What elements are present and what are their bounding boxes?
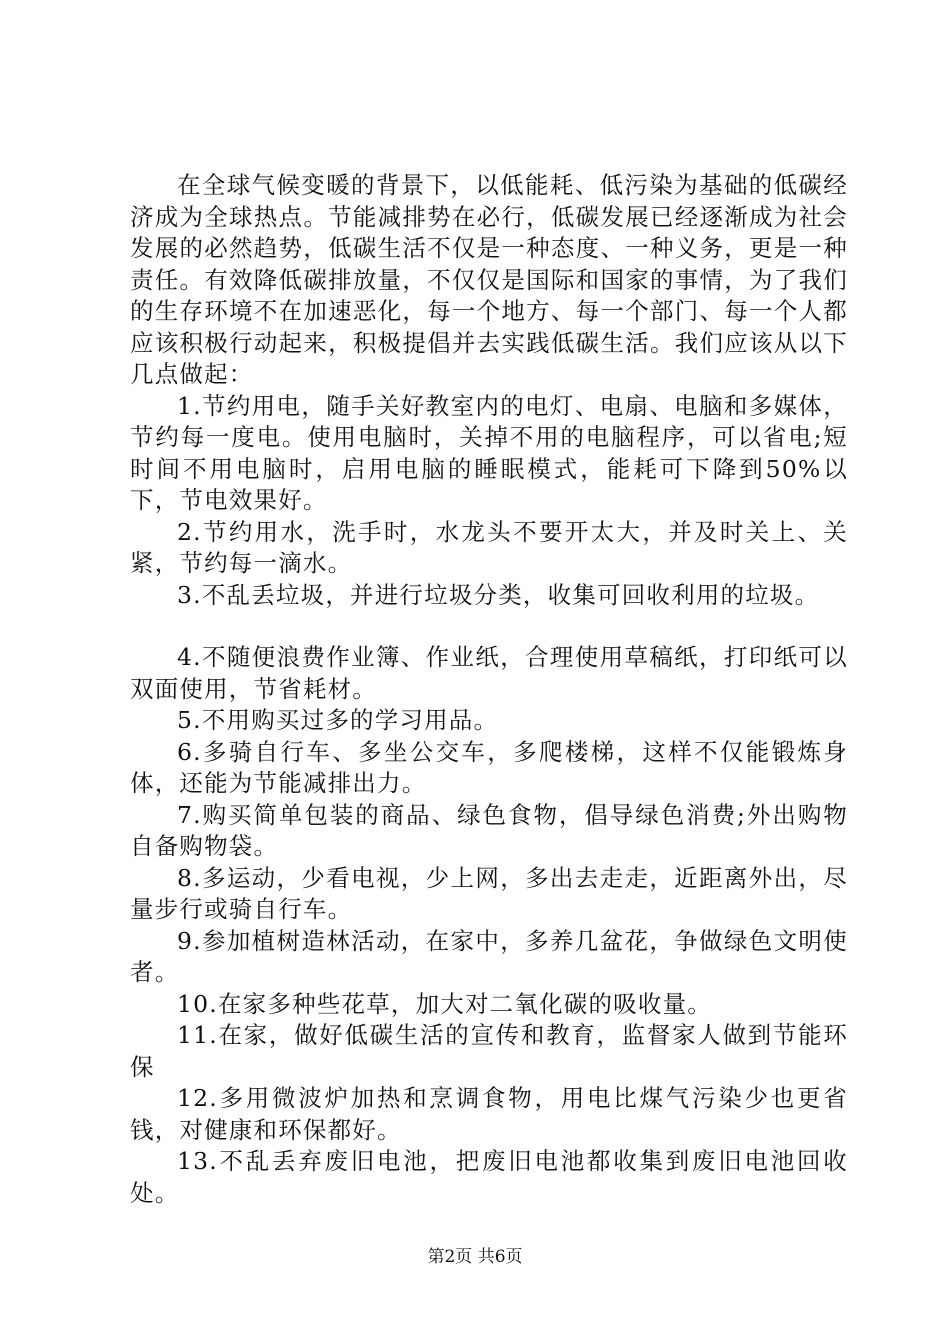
list-item-5: 5.不用购买过多的学习用品。 xyxy=(177,706,499,734)
list-item-6: 6.多骑自行车、多坐公交车，多爬楼梯，这样不仅能锻炼身体，还能为节能减排出力。 xyxy=(130,737,848,797)
list-item-7: 7.购买简单包装的商品、绿色食物，倡导绿色消费;外出购物自备购物袋。 xyxy=(130,800,848,860)
document-body xyxy=(130,170,848,1209)
list-item-2: 2.节约用水，洗手时，水龙头不要开太大，并及时关上、关紧，节约每一滴水。 xyxy=(130,517,848,577)
list-item-13: 13.不乱丢弃废旧电池，把废旧电池都收集到废旧电池回收处。 xyxy=(130,1147,848,1207)
list-item-8: 8.多运动，少看电视，少上网，多出去走走，近距离外出，尽量步行或骑自行车。 xyxy=(130,863,848,923)
list-item-10: 10.在家多种些花草，加大对二氧化碳的吸收量。 xyxy=(177,989,712,1018)
list-item-9: 9.参加植树造林活动，在家中，多养几盆花，争做绿色文明使者。 xyxy=(130,926,848,986)
list-item-3: 3.不乱丢垃圾，并进行垃圾分类，收集可回收利用的垃圾。 xyxy=(177,580,820,609)
intro-paragraph: 在全球气候变暖的背景下，以低能耗、低污染为基础的低碳经济成为全球热点。节能减排势在必行，低碳发展已经逐渐成为社会发展的必然趋势，低碳生活不仅是一种态度、一种义务，更是一种责任。有效降低碳排放量，不仅仅是国际和国家的事情，为了我们的生存环境不在加速恶化，每一个地方、每一个部门、每一个人都应该积极行动起来，积极提倡并去实践低碳生活。我们应该从以下几点做起： xyxy=(130,171,848,388)
list-item-4: 4.不随便浪费作业簿、作业纸，合理使用草稿纸，打印纸可以双面使用，节省耗材。 xyxy=(130,643,848,703)
list-item-12: 12.多用微波炉加热和烹调食物，用电比煤气污染少也更省钱，对健康和环保都好。 xyxy=(130,1084,848,1144)
list-item-11: 11.在家，做好低碳生活的宣传和教育，监督家人做到节能环保 xyxy=(130,1021,848,1081)
page-number-footer: 第2页 共6页 xyxy=(427,1247,523,1267)
list-item-1: 1.节约用电，随手关好教室内的电灯、电扇、电脑和多媒体，节约每一度电。使用电脑时，关掉不用的电脑程序，可以省电;短时间不用电脑时，启用电脑的睡眠模式，能耗可下降到50%以下，节电效果好。 xyxy=(130,391,848,514)
